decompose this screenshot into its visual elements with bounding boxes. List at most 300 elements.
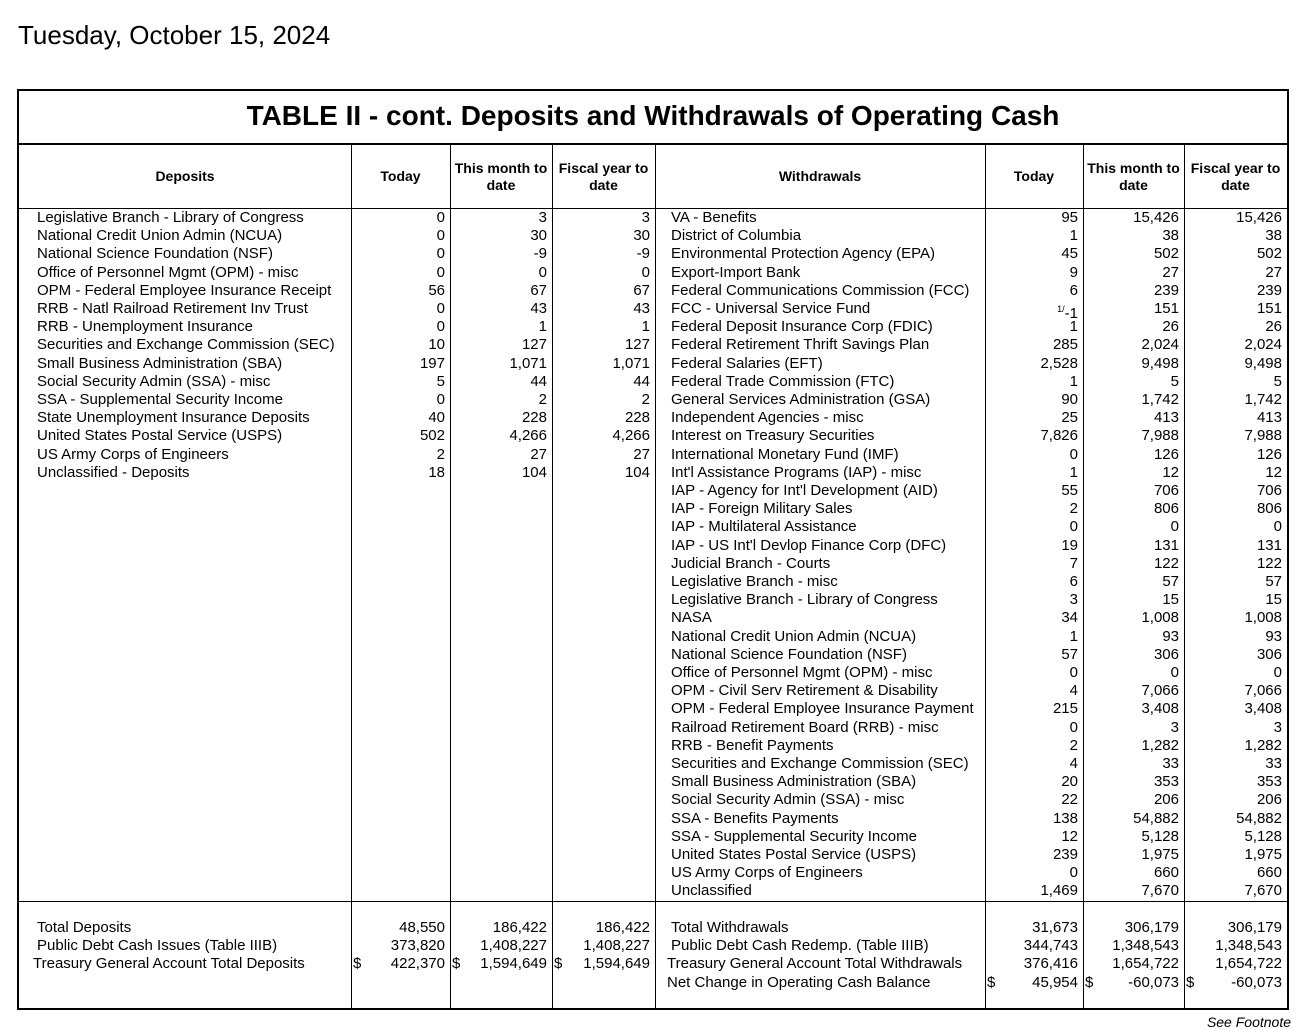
deposit-today: 502 [419,427,445,445]
deposit-total-label: Public Debt Cash Issues (Table IIIB) [37,937,278,955]
withdrawal-month: 413 [1153,409,1179,427]
withdrawal-today: 90 [1061,391,1078,408]
withdrawal-row [19,810,1287,828]
withdrawal-row [19,646,1287,664]
withdrawal-row [19,518,1287,536]
withdrawal-label: IAP - US Int'l Devlop Finance Corp (DFC) [671,536,947,554]
deposit-today: 0 [436,300,445,317]
withdrawal-month: 502 [1153,245,1179,263]
deposit-label: National Credit Union Admin (NCUA) [37,227,283,245]
withdrawal-total-fiscal: 306,179 [1227,919,1282,936]
deposit-today: 0 [436,391,445,408]
header-deposits-month: This month to date [454,159,548,193]
withdrawal-fiscal: 9,498 [1244,354,1282,372]
deposit-total-label: Treasury General Account Total Deposits [33,955,305,973]
withdrawal-row [19,482,1287,500]
deposit-label: United States Postal Service (USPS) [37,427,283,445]
withdrawal-month: 26 [1162,318,1179,336]
withdrawal-label: General Services Administration (GSA) [671,391,931,408]
withdrawal-today: 7,826 [1040,427,1078,445]
deposit-today: 18 [428,463,445,481]
withdrawal-today: 2,528 [1040,354,1078,372]
withdrawal-label: National Credit Union Admin (NCUA) [671,627,917,645]
withdrawal-today: 95 [1061,209,1078,226]
withdrawal-month: 5 [1170,372,1179,390]
withdrawal-fiscal: 7,066 [1244,682,1282,700]
withdrawal-today: 215 [1052,700,1078,718]
withdrawal-month: 5,128 [1141,827,1179,845]
withdrawal-label: National Science Foundation (NSF) [671,645,907,663]
withdrawal-month: 38 [1162,227,1179,245]
deposit-label: National Science Foundation (NSF) [37,245,273,263]
withdrawal-month: 2,024 [1141,336,1179,354]
withdrawal-row [19,664,1287,682]
withdrawal-fiscal: 27 [1265,263,1282,281]
withdrawal-fiscal: 502 [1256,245,1282,263]
withdrawal-month: 1,282 [1141,736,1179,754]
withdrawal-month: 0 [1170,664,1179,681]
withdrawal-fiscal: 806 [1256,500,1282,518]
deposit-fiscal: 104 [624,463,650,481]
header-withdrawals-today: Today [1013,168,1055,184]
withdrawal-fiscal: 5 [1273,372,1282,390]
withdrawal-today: 285 [1052,336,1078,354]
withdrawal-fiscal: 38 [1265,227,1282,245]
withdrawal-today: $^{1/}$-1 [1057,304,1078,322]
withdrawal-label: Federal Retirement Thrift Savings Plan [671,336,930,354]
withdrawal-today: 22 [1061,791,1078,809]
deposit-label: US Army Corps of Engineers [37,445,229,463]
withdrawal-label: Interest on Treasury Securities [671,427,875,445]
withdrawal-fiscal: 2,024 [1244,336,1282,354]
withdrawal-label: VA - Benefits [671,209,757,226]
withdrawal-today: 0 [1069,864,1078,882]
deposit-fiscal: 4,266 [612,427,650,445]
withdrawal-row [19,464,1287,482]
withdrawal-fiscal: 413 [1256,409,1282,427]
report-date: Tuesday, October 15, 2024 [18,20,331,50]
withdrawal-label: Export-Import Bank [671,263,801,281]
withdrawal-total-fiscal: 1,348,543 [1215,937,1282,955]
deposit-label: State Unemployment Insurance Deposits [37,409,310,427]
withdrawal-today: 55 [1061,482,1078,499]
deposit-total-label: Total Deposits [37,919,132,936]
withdrawal-fiscal: 57 [1265,573,1282,590]
withdrawal-month: 7,066 [1141,682,1179,700]
withdrawal-row [19,737,1287,755]
withdrawal-month: 151 [1153,300,1179,317]
deposit-month: 104 [521,463,547,481]
withdrawal-label: US Army Corps of Engineers [671,864,863,882]
withdrawal-month: 306 [1153,645,1179,663]
deposit-fiscal: 44 [633,372,650,390]
withdrawal-total-label: Treasury General Account Total Withdrawals [667,955,963,973]
withdrawal-fiscal: 151 [1256,300,1282,317]
deposit-fiscal: 67 [633,281,650,299]
header-deposits: Deposits [155,168,215,184]
withdrawal-row [19,591,1287,609]
withdrawal-total-label: Public Debt Cash Redemp. (Table IIIB) [671,937,929,955]
deposit-label: OPM - Federal Employee Insurance Receipt [37,281,332,299]
withdrawal-label: Securities and Exchange Commission (SEC) [671,755,969,772]
withdrawal-row [19,391,1287,409]
withdrawal-row [19,427,1287,445]
withdrawal-today: 7 [1069,554,1078,572]
withdrawal-label: Federal Communications Commission (FCC) [671,281,970,299]
deposit-today: 10 [428,336,445,354]
withdrawal-total-today: 45,954 [1032,973,1078,991]
withdrawal-label: Legislative Branch - Library of Congress [671,591,938,609]
dollar-sign: $ [554,955,563,973]
deposit-fiscal: 1,071 [612,354,650,372]
withdrawal-month: 9,498 [1141,354,1179,372]
deposit-total-today: 373,820 [390,937,445,955]
withdrawal-fiscal: 660 [1256,864,1282,882]
withdrawal-fiscal: 0 [1273,518,1282,536]
deposit-month: 2 [538,391,547,408]
deposit-month: 228 [521,409,547,427]
withdrawal-row [19,500,1287,518]
deposit-today: 0 [436,209,445,226]
withdrawal-label: IAP - Multilateral Assistance [671,518,857,536]
withdrawal-row [19,573,1287,591]
deposit-label: Office of Personnel Mgmt (OPM) - misc [37,263,299,281]
withdrawal-label: International Monetary Fund (IMF) [671,445,899,463]
withdrawal-fiscal: 93 [1265,627,1282,645]
withdrawal-fiscal: 3 [1273,718,1282,736]
withdrawal-row [19,555,1287,573]
deposit-fiscal: 27 [633,445,650,463]
withdrawal-label: OPM - Civil Serv Retirement & Disability [671,682,938,700]
withdrawal-label: Railroad Retirement Board (RRB) - misc [671,718,939,736]
withdrawal-total-month: 1,348,543 [1112,937,1179,955]
deposit-today: 0 [436,227,445,245]
withdrawal-row [19,882,1287,900]
withdrawal-today: 20 [1061,773,1078,791]
withdrawal-fiscal: 706 [1256,482,1282,499]
header-withdrawals-fiscal: Fiscal year to date [1190,159,1281,193]
deposit-fiscal: 30 [633,227,650,245]
withdrawal-fiscal: 5,128 [1244,827,1282,845]
withdrawal-label: Judicial Branch - Courts [671,554,831,572]
withdrawal-label: FCC - Universal Service Fund [671,300,871,317]
table-title: TABLE II - cont. Deposits and Withdrawals of Operating Cash [19,91,1287,145]
withdrawal-today: 6 [1069,281,1078,299]
withdrawal-fiscal: 122 [1256,554,1282,572]
deposit-today: 40 [428,409,445,427]
withdrawal-row [19,700,1287,718]
withdrawal-label: Unclassified [671,882,752,900]
withdrawal-today: 1 [1069,627,1078,645]
header-deposits-fiscal: Fiscal year to date [558,159,649,193]
withdrawal-month: 660 [1153,864,1179,882]
withdrawal-month: 3,408 [1141,700,1179,718]
withdrawal-row [19,628,1287,646]
deposit-month: 1,071 [509,354,547,372]
withdrawal-row [19,282,1287,300]
withdrawal-label: Federal Deposit Insurance Corp (FDIC) [671,318,933,336]
withdrawal-month: 15,426 [1133,209,1179,226]
withdrawal-month: 93 [1162,627,1179,645]
deposit-total-month: 1,408,227 [480,937,547,955]
see-footnote-link[interactable]: See Footnote [1206,1014,1291,1030]
withdrawal-month: 131 [1153,536,1179,554]
withdrawal-today: 1 [1069,227,1078,245]
deposit-today: 0 [436,245,445,263]
withdrawal-total-label: Total Withdrawals [671,919,789,936]
deposit-month: -9 [533,245,547,263]
deposit-total-today: 422,370 [390,955,445,973]
withdrawal-total-fiscal: 1,654,722 [1215,955,1282,973]
withdrawal-today: 0 [1069,718,1078,736]
withdrawal-month: 126 [1153,445,1179,463]
withdrawal-fiscal: 54,882 [1236,809,1282,827]
withdrawal-total-month: -60,073 [1128,973,1179,991]
withdrawal-row [19,209,1287,227]
withdrawal-month: 27 [1162,263,1179,281]
withdrawal-fiscal: 206 [1256,791,1282,809]
deposit-fiscal: 0 [641,263,650,281]
deposit-today: 5 [436,372,445,390]
withdrawal-label: IAP - Foreign Military Sales [671,500,853,518]
withdrawal-today: 1,469 [1040,882,1078,900]
withdrawal-row [19,719,1287,737]
withdrawal-label: Federal Salaries (EFT) [671,354,823,372]
withdrawal-row [19,682,1287,700]
withdrawal-fiscal: 26 [1265,318,1282,336]
withdrawal-label: SSA - Supplemental Security Income [671,827,917,845]
deposit-label: RRB - Unemployment Insurance [37,318,253,336]
withdrawal-fiscal: 33 [1265,755,1282,772]
deposit-today: 2 [436,445,445,463]
withdrawal-month: 1,975 [1141,846,1179,863]
withdrawal-today: 2 [1069,736,1078,754]
dollar-sign: $ [1085,973,1094,991]
withdrawal-fiscal: 3,408 [1244,700,1282,718]
withdrawal-fiscal: 15,426 [1236,209,1282,226]
withdrawal-today: 1 [1069,372,1078,390]
withdrawal-total-row [19,974,1287,992]
deposit-fiscal: -9 [636,245,650,263]
withdrawal-month: 353 [1153,773,1179,791]
deposit-label: SSA - Supplemental Security Income [37,391,283,408]
withdrawal-today: 45 [1061,245,1078,263]
withdrawal-today: 1 [1069,318,1078,336]
deposit-month: 30 [530,227,547,245]
withdrawal-month: 806 [1153,500,1179,518]
withdrawal-row [19,227,1287,245]
deposit-total-today: 48,550 [399,919,445,936]
deposit-fiscal: 3 [641,209,650,226]
withdrawal-month: 57 [1162,573,1179,590]
withdrawal-today: 239 [1052,846,1078,863]
withdrawal-today: 34 [1061,609,1078,627]
deposit-today: 0 [436,318,445,336]
withdrawal-total-today: 31,673 [1032,919,1078,936]
dollar-sign: $ [987,973,996,991]
withdrawal-label: NASA [671,609,712,627]
withdrawal-month: 122 [1153,554,1179,572]
withdrawal-label: SSA - Benefits Payments [671,809,839,827]
withdrawal-label: Independent Agencies - misc [671,409,864,427]
withdrawal-label: OPM - Federal Employee Insurance Payment [671,700,974,718]
withdrawal-row [19,828,1287,846]
withdrawal-month: 706 [1153,482,1179,499]
deposit-fiscal: 127 [624,336,650,354]
withdrawal-today: 0 [1069,664,1078,681]
withdrawal-label: United States Postal Service (USPS) [671,846,917,863]
withdrawal-label: District of Columbia [671,227,802,245]
deposit-month: 44 [530,372,547,390]
withdrawal-today: 3 [1069,591,1078,609]
withdrawal-fiscal: 12 [1265,463,1282,481]
dollar-sign: $ [353,955,362,973]
withdrawal-month: 33 [1162,755,1179,772]
deposit-total-fiscal: 1,594,649 [583,955,650,973]
deposit-today: 0 [436,263,445,281]
withdrawal-month: 239 [1153,281,1179,299]
withdrawal-today: 2 [1069,500,1078,518]
withdrawal-total-label: Net Change in Operating Cash Balance [667,973,931,991]
deposit-total-month: 186,422 [492,919,547,936]
withdrawal-fiscal: 239 [1256,281,1282,299]
deposit-total-month: 1,594,649 [480,955,547,973]
withdrawal-today: 0 [1069,445,1078,463]
withdrawal-today: 0 [1069,518,1078,536]
withdrawal-month: 15 [1162,591,1179,609]
header-deposits-today: Today [380,168,421,184]
withdrawal-label: Legislative Branch - misc [671,573,838,590]
withdrawal-label: Office of Personnel Mgmt (OPM) - misc [671,664,933,681]
deposit-fiscal: 228 [624,409,650,427]
withdrawal-row [19,755,1287,773]
withdrawal-label: Environmental Protection Agency (EPA) [671,245,936,263]
withdrawal-row [19,773,1287,791]
withdrawal-today: 6 [1069,573,1078,590]
withdrawal-fiscal: 7,670 [1244,882,1282,900]
withdrawal-row [19,446,1287,464]
withdrawal-fiscal: 131 [1256,536,1282,554]
withdrawal-fiscal: 15 [1265,591,1282,609]
withdrawal-fiscal: 7,988 [1244,427,1282,445]
withdrawal-total-month: 1,654,722 [1112,955,1179,973]
deposit-label: Securities and Exchange Commission (SEC) [37,336,335,354]
dollar-sign: $ [1186,973,1195,991]
withdrawal-today: 4 [1069,682,1078,700]
withdrawal-today: 57 [1061,645,1078,663]
deposit-label: Unclassified - Deposits [37,463,190,481]
withdrawal-month: 54,882 [1133,809,1179,827]
header-withdrawals-month: This month to date [1087,159,1180,193]
deposit-fiscal: 1 [641,318,650,336]
withdrawal-month: 3 [1170,718,1179,736]
withdrawal-today: 25 [1061,409,1078,427]
withdrawal-label: Social Security Admin (SSA) - misc [671,791,905,809]
withdrawal-month: 12 [1162,463,1179,481]
withdrawal-total-row [19,919,1287,937]
withdrawal-fiscal: 1,282 [1244,736,1282,754]
withdrawal-month: 206 [1153,791,1179,809]
withdrawal-today: 12 [1061,827,1078,845]
deposit-total-fiscal: 1,408,227 [583,937,650,955]
deposit-month: 4,266 [509,427,547,445]
deposit-month: 1 [538,318,547,336]
withdrawal-row [19,355,1287,373]
withdrawal-total-row [19,955,1287,973]
deposit-month: 67 [530,281,547,299]
withdrawal-row [19,537,1287,555]
withdrawal-row [19,373,1287,391]
deposit-total-fiscal: 186,422 [595,919,650,936]
withdrawal-label: IAP - Agency for Int'l Development (AID) [671,482,938,499]
withdrawal-total-today: 344,743 [1023,937,1078,955]
withdrawal-fiscal: 126 [1256,445,1282,463]
deposit-label: RRB - Natl Railroad Retirement Inv Trust [37,300,308,317]
withdrawal-row [19,245,1287,263]
deposit-label: Legislative Branch - Library of Congress [37,209,304,226]
withdrawal-today: 138 [1052,809,1078,827]
withdrawal-fiscal: 1,008 [1244,609,1282,627]
deposit-fiscal: 43 [633,300,650,317]
dollar-sign: $ [452,955,461,973]
withdrawal-row [19,409,1287,427]
withdrawal-row [19,864,1287,882]
withdrawal-today: 19 [1061,536,1078,554]
withdrawal-total-fiscal: -60,073 [1231,973,1282,991]
withdrawal-row [19,318,1287,336]
withdrawal-today: 9 [1069,263,1078,281]
deposit-month: 0 [538,263,547,281]
withdrawal-label: Small Business Administration (SBA) [671,773,917,791]
deposit-month: 127 [521,336,547,354]
deposit-today: 197 [419,354,445,372]
withdrawal-fiscal: 1,975 [1244,846,1282,863]
withdrawal-fiscal: 353 [1256,773,1282,791]
deposit-today: 56 [428,281,445,299]
withdrawal-month: 0 [1170,518,1179,536]
table-frame [17,89,1289,1010]
deposit-month: 43 [530,300,547,317]
withdrawal-today: 4 [1069,755,1078,772]
withdrawal-row [19,264,1287,282]
withdrawal-total-month: 306,179 [1124,919,1179,936]
deposit-month: 27 [530,445,547,463]
header-withdrawals: Withdrawals [778,168,862,184]
withdrawal-label: RRB - Benefit Payments [671,736,834,754]
withdrawal-fiscal: 306 [1256,645,1282,663]
deposit-fiscal: 2 [641,391,650,408]
withdrawal-month: 7,670 [1141,882,1179,900]
withdrawal-today: 1 [1069,463,1078,481]
deposit-month: 3 [538,209,547,226]
withdrawal-label: Int'l Assistance Programs (IAP) - misc [671,463,922,481]
withdrawal-fiscal: 1,742 [1244,391,1282,408]
deposit-label: Social Security Admin (SSA) - misc [37,372,271,390]
withdrawal-label: Federal Trade Commission (FTC) [671,372,895,390]
withdrawal-month: 7,988 [1141,427,1179,445]
withdrawal-row [19,846,1287,864]
withdrawal-fiscal: 0 [1273,664,1282,681]
withdrawal-row [19,609,1287,627]
withdrawal-month: 1,008 [1141,609,1179,627]
withdrawal-row [19,300,1287,322]
withdrawal-total-today: 376,416 [1023,955,1078,973]
withdrawal-row [19,336,1287,354]
withdrawal-row [19,791,1287,809]
withdrawal-month: 1,742 [1141,391,1179,408]
withdrawal-total-row [19,937,1287,955]
deposit-label: Small Business Administration (SBA) [37,354,283,372]
